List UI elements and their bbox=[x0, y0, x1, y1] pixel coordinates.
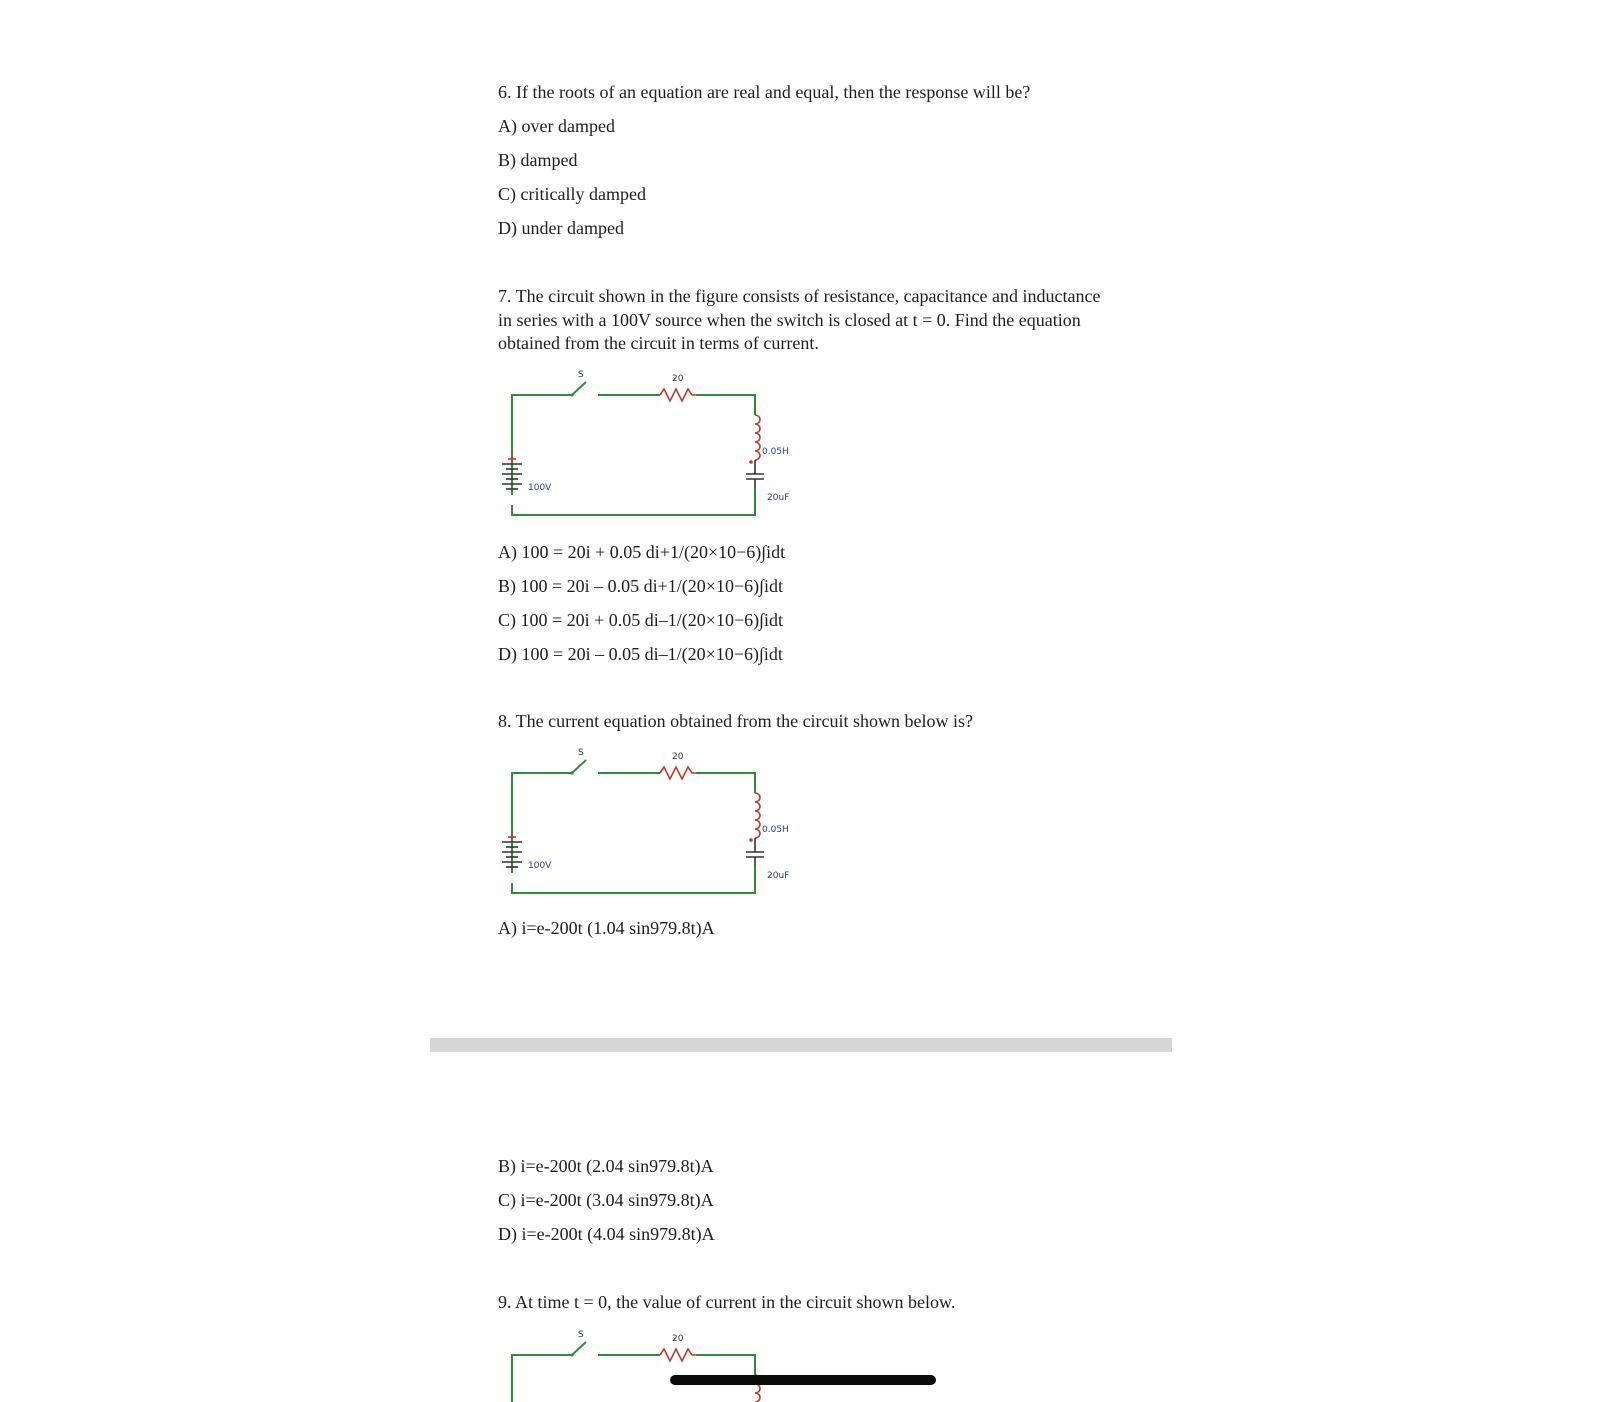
q7-option-a: A) 100 = 20i + 0.05 di+1/(20×10−6)∫idt bbox=[498, 542, 786, 562]
page-divider bbox=[430, 1038, 1172, 1052]
q8-option-a: A) i=e-200t (1.04 sin979.8t)A bbox=[498, 918, 715, 938]
circuit-diagram-q7 bbox=[494, 370, 814, 520]
circuit-diagram-q9 bbox=[494, 1330, 814, 1402]
inductor-label: 0.05H bbox=[762, 447, 789, 457]
switch-symbol bbox=[570, 760, 586, 775]
q8-option-c: C) i=e-200t (3.04 sin979.8t)A bbox=[498, 1190, 714, 1210]
resistor-label: 20 bbox=[672, 752, 684, 762]
inductor-label: 0.05H bbox=[762, 825, 789, 835]
circuit-wires bbox=[512, 773, 755, 893]
resistor-symbol bbox=[660, 1349, 696, 1361]
switch-label: S bbox=[578, 748, 584, 758]
resistor-label: 20 bbox=[672, 374, 684, 384]
inductor-symbol bbox=[755, 793, 760, 838]
q7-question-line-3: obtained from the circuit in terms of current. bbox=[498, 333, 819, 353]
switch-symbol bbox=[570, 1342, 586, 1357]
q7-question-line-1: 7. The circuit shown in the figure consists of resistance, capacitance and inductance bbox=[498, 286, 1101, 306]
q6-option-d: D) under damped bbox=[498, 218, 624, 238]
q7-option-b: B) 100 = 20i – 0.05 di+1/(20×10−6)∫idt bbox=[498, 576, 784, 596]
capacitor-symbol bbox=[746, 838, 764, 866]
circuit-diagram-q8 bbox=[494, 748, 814, 898]
q9-question: 9. At time t = 0, the value of current in the circuit shown below. bbox=[498, 1292, 956, 1312]
switch-label: S bbox=[578, 1330, 584, 1340]
resistor-symbol bbox=[660, 767, 696, 779]
source-label: 100V bbox=[528, 483, 552, 493]
inductor-symbol bbox=[755, 415, 760, 460]
q6-option-b: B) damped bbox=[498, 150, 578, 170]
q8-option-d: D) i=e-200t (4.04 sin979.8t)A bbox=[498, 1224, 715, 1244]
resistor-label: 20 bbox=[672, 1334, 684, 1344]
q7-option-d: D) 100 = 20i – 0.05 di–1/(20×10−6)∫idt bbox=[498, 644, 783, 664]
switch-label: S bbox=[578, 370, 584, 380]
q6-option-c: C) critically damped bbox=[498, 184, 646, 204]
home-indicator-bar[interactable] bbox=[670, 1375, 936, 1385]
resistor-symbol bbox=[660, 389, 696, 401]
capacitor-label: 20uF bbox=[767, 493, 790, 503]
switch-symbol bbox=[570, 382, 586, 397]
capacitor-label: 20uF bbox=[767, 871, 790, 881]
capacitor-symbol bbox=[746, 460, 764, 488]
q8-option-b: B) i=e-200t (2.04 sin979.8t)A bbox=[498, 1156, 714, 1176]
q6-option-a: A) over damped bbox=[498, 116, 615, 136]
q7-question-line-2: in series with a 100V source when the switch is closed at t = 0. Find the equation bbox=[498, 310, 1081, 330]
q7-option-c: C) 100 = 20i + 0.05 di–1/(20×10−6)∫idt bbox=[498, 610, 784, 630]
q6-question: 6. If the roots of an equation are real and equal, then the response will be? bbox=[498, 82, 1031, 102]
q8-question: 8. The current equation obtained from the circuit shown below is? bbox=[498, 711, 974, 731]
source-label: 100V bbox=[528, 861, 552, 871]
circuit-wires bbox=[512, 395, 755, 515]
